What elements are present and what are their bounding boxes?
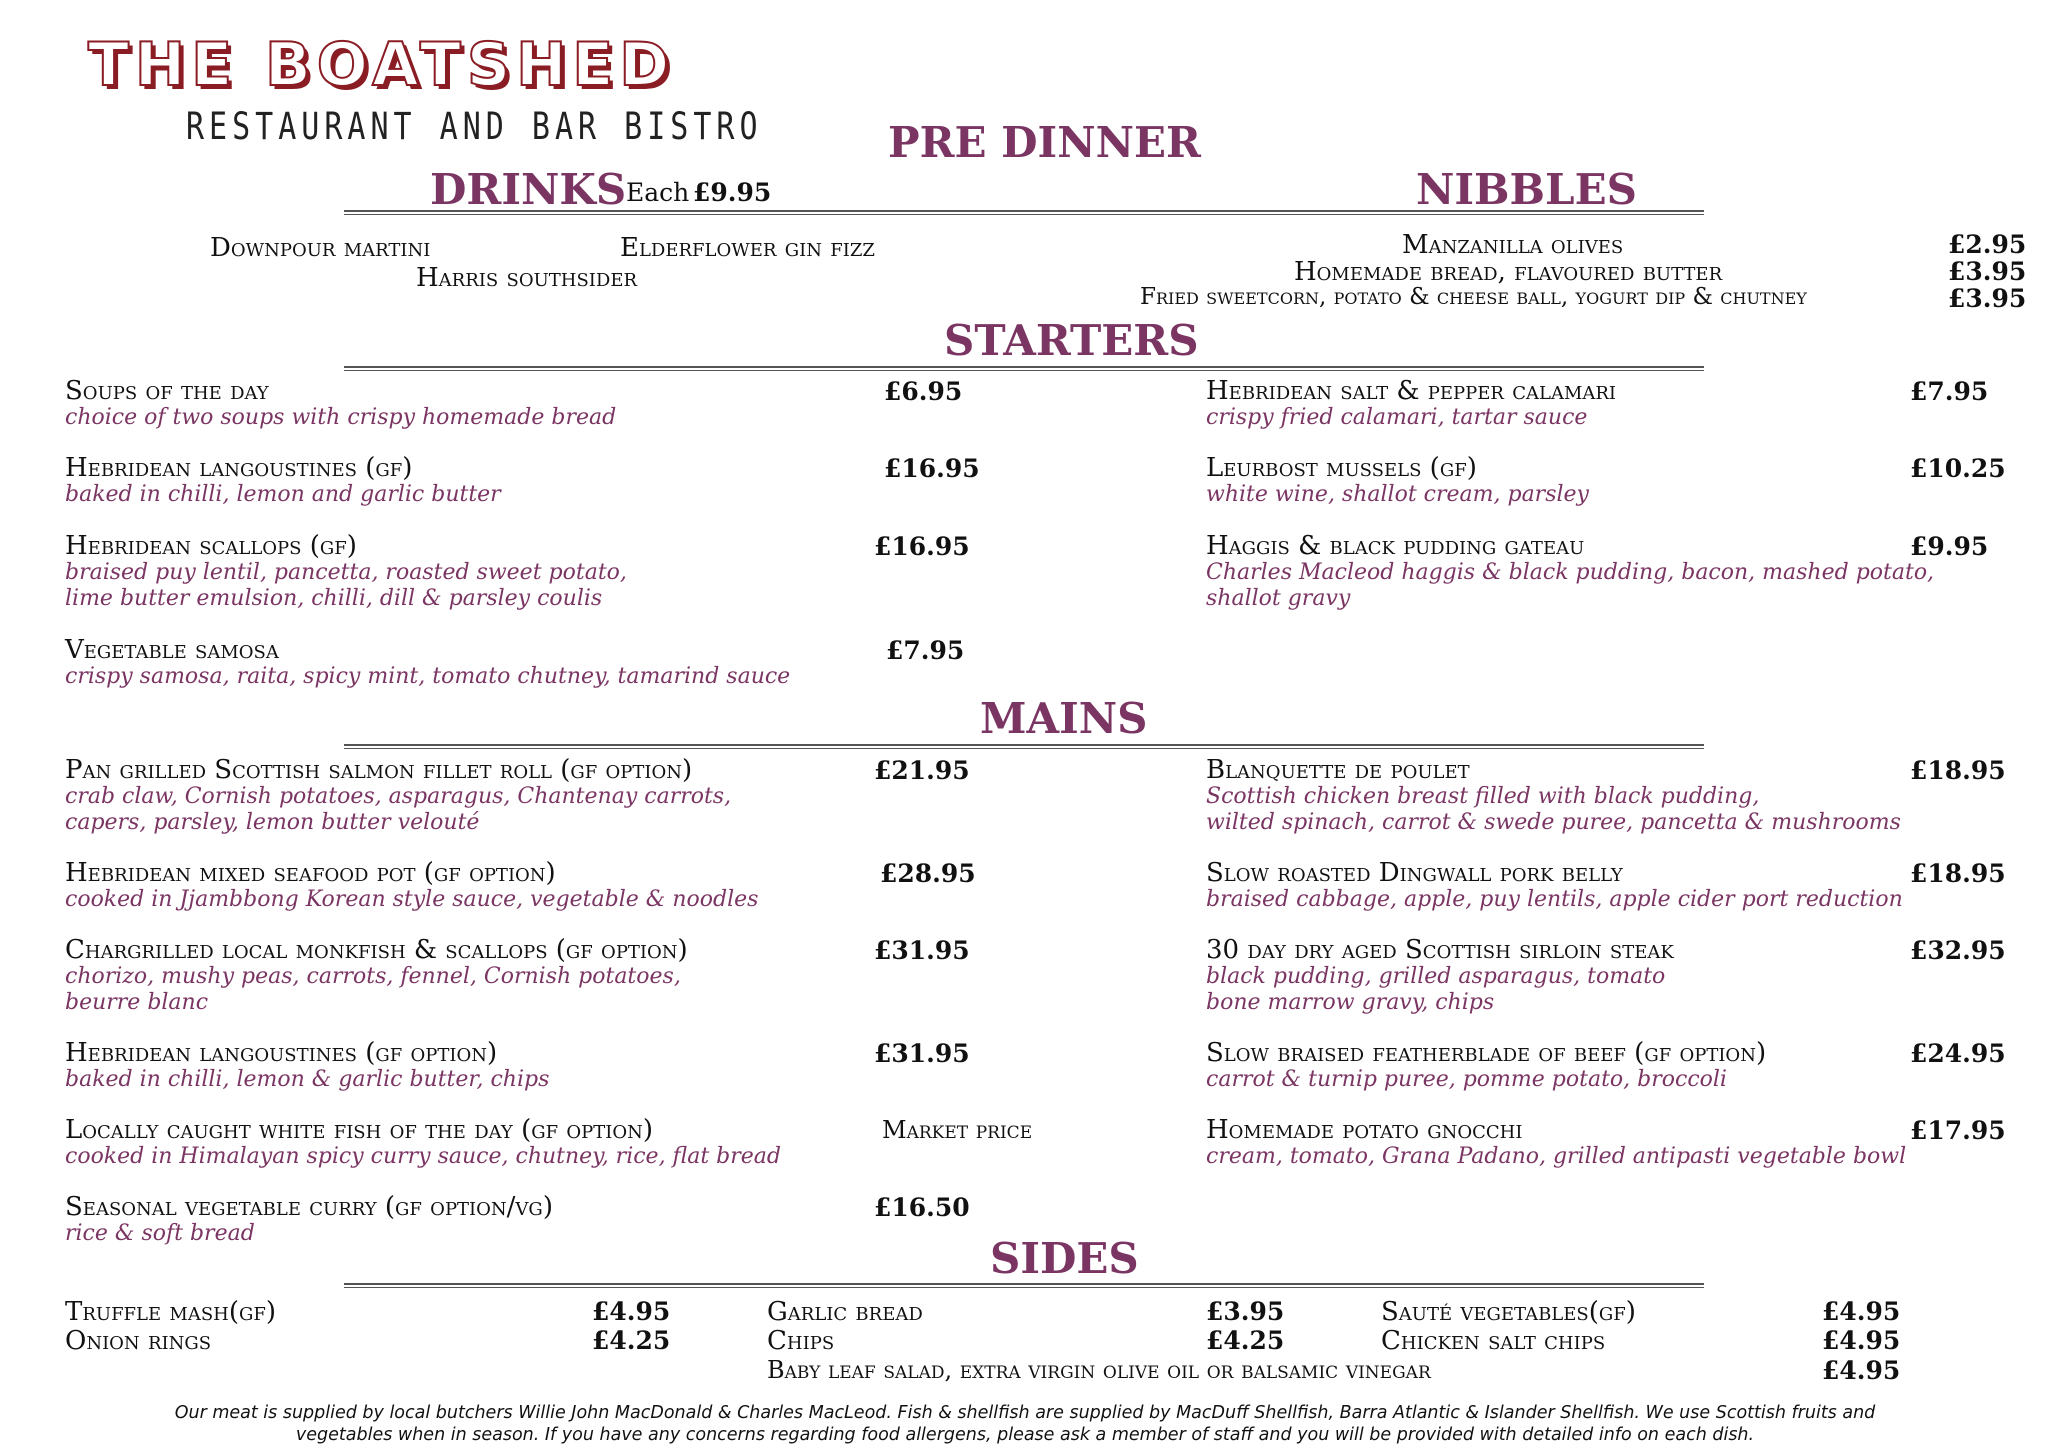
item-price: £16.95 xyxy=(874,532,970,561)
item-name: Locally caught white fish of the day (gf option) xyxy=(65,1115,653,1145)
main-item xyxy=(65,1193,553,1247)
item-description: cream, tomato, Grana Padano, grilled antipasti vegetable bowl xyxy=(1206,1144,1907,1169)
main-item xyxy=(1206,1116,1906,1170)
item-price: £21.95 xyxy=(874,756,970,785)
item-description: chorizo, mushy peas, carrots, fennel, Cornish potatoes, xyxy=(65,964,681,989)
item-description: crispy fried calamari, tartar sauce xyxy=(1206,405,1588,430)
footer-note xyxy=(100,1402,1950,1446)
side-item-price: £4.95 xyxy=(592,1297,671,1326)
main-item xyxy=(1206,756,1901,836)
item-price: £16.50 xyxy=(874,1193,970,1222)
item-description: beurre blanc xyxy=(65,990,209,1015)
drink-item: Elderflower gin fizz xyxy=(620,233,875,263)
item-description: choice of two soups with crispy homemade bread xyxy=(65,405,617,430)
item-price: £32.95 xyxy=(1910,936,2006,965)
item-description: shallot gravy xyxy=(1206,586,1351,611)
side-item-price: £3.95 xyxy=(1206,1297,1285,1326)
item-price: £31.95 xyxy=(874,1039,970,1068)
item-price: £17.95 xyxy=(1910,1116,2006,1145)
starter-item xyxy=(65,532,627,612)
item-price: £6.95 xyxy=(884,377,963,406)
footer-line: vegetables when in season. If you have any concerns regarding food allergens, please ask a member of staff and you will be provided with detailed info on each dish. xyxy=(295,1425,1755,1445)
side-item-name: Truffle mash(gf) xyxy=(65,1297,277,1327)
main-item xyxy=(65,936,688,1016)
side-item-price: £4.95 xyxy=(1822,1326,1901,1355)
item-name: Slow roasted Dingwall pork belly xyxy=(1206,858,1623,888)
starter-item xyxy=(1206,377,1616,431)
main-item xyxy=(65,859,758,913)
item-price: £31.95 xyxy=(874,936,970,965)
item-name: Vegetable samosa xyxy=(65,635,279,665)
item-description: crab claw, Cornish potatoes, asparagus, Chantenay carrots, xyxy=(65,784,732,809)
item-description: baked in chilli, lemon and garlic butter xyxy=(65,482,501,507)
starter-item xyxy=(65,454,501,508)
starter-item xyxy=(1206,454,1589,508)
side-item-name: Onion rings xyxy=(65,1326,212,1356)
starter-item xyxy=(65,377,616,431)
main-item xyxy=(1206,936,1674,1016)
item-description: wilted spinach, carrot & swede puree, pancetta & mushrooms xyxy=(1206,810,1901,835)
item-name: 30 day dry aged Scottish sirloin steak xyxy=(1206,935,1674,965)
side-item-price: £4.95 xyxy=(1822,1297,1901,1326)
drinks-heading: DRINKS xyxy=(430,165,627,214)
side-item-name: Chicken salt chips xyxy=(1381,1326,1606,1356)
item-name: Haggis & black pudding gateau xyxy=(1206,531,1585,561)
drink-item: Downpour martini xyxy=(210,233,431,263)
item-price: £18.95 xyxy=(1910,859,2006,888)
item-name: Pan grilled Scottish salmon fillet roll (gf option) xyxy=(65,755,693,785)
item-name: Seasonal vegetable curry (gf option/vg) xyxy=(65,1192,553,1222)
item-price: £9.95 xyxy=(1910,532,1989,561)
starter-item xyxy=(1206,532,1934,612)
item-price: £28.95 xyxy=(880,859,976,888)
drinks-each-price: £9.95 xyxy=(693,178,772,207)
main-item xyxy=(1206,859,1903,913)
item-description: carrot & turnip puree, pomme potato, broccoli xyxy=(1206,1067,1727,1092)
nibble-item-price: £3.95 xyxy=(1948,257,2027,286)
pre-dinner-divider xyxy=(344,210,1704,215)
item-price: £7.95 xyxy=(886,636,965,665)
item-description: black pudding, grilled asparagus, tomato xyxy=(1206,964,1666,989)
nibble-item-price: £3.95 xyxy=(1948,284,2027,313)
main-item xyxy=(65,1039,549,1093)
item-description: bone marrow gravy, chips xyxy=(1206,990,1495,1015)
item-description: rice & soft bread xyxy=(65,1221,255,1246)
starter-item xyxy=(65,636,790,690)
footer-line: Our meat is supplied by local butchers Willie John MacDonald & Charles MacLeod. Fish & shellfish are supplied by MacDuff Shellfish, Barra Atlantic & Islander Shellfish. We use Scottish fruits and xyxy=(174,1403,1876,1423)
item-name: Hebridean langoustines (gf) xyxy=(65,453,413,483)
item-name: Hebridean scallops (gf) xyxy=(65,531,357,561)
drinks-each-label: Each xyxy=(626,178,690,207)
item-name: Leurbost mussels (gf) xyxy=(1206,453,1477,483)
brand-tagline: RESTAURANT AND BAR BISTRO xyxy=(186,105,763,149)
pre-dinner-title: PRE DINNER xyxy=(888,118,1201,167)
item-description: cooked in Himalayan spicy curry sauce, chutney, rice, flat bread xyxy=(65,1144,781,1169)
nibbles-heading: NIBBLES xyxy=(1416,165,1637,214)
starters-heading: STARTERS xyxy=(944,316,1199,365)
nibble-item-name: Homemade bread, flavoured butter xyxy=(1294,257,1723,287)
drink-item: Harris southsider xyxy=(416,263,638,293)
item-name: Hebridean langoustines (gf option) xyxy=(65,1038,498,1068)
side-item-price: £4.25 xyxy=(592,1326,671,1355)
side-item-name: Sauté vegetables(gf) xyxy=(1381,1297,1636,1327)
item-price: £24.95 xyxy=(1910,1039,2006,1068)
item-price: £10.25 xyxy=(1910,454,2006,483)
main-item xyxy=(65,756,731,836)
item-description: cooked in Jjambbong Korean style sauce, vegetable & noodles xyxy=(65,887,759,912)
main-item xyxy=(65,1116,781,1170)
item-description: braised puy lentil, pancetta, roasted sweet potato, xyxy=(65,560,627,585)
side-item-name: Chips xyxy=(767,1326,835,1356)
item-description: baked in chilli, lemon & garlic butter, chips xyxy=(65,1067,550,1092)
nibble-item-name: Manzanilla olives xyxy=(1402,230,1624,260)
side-item-name: Garlic bread xyxy=(767,1297,923,1327)
item-name: Chargrilled local monkfish & scallops (gf option) xyxy=(65,935,688,965)
sides-divider xyxy=(344,1283,1704,1288)
item-price: £16.95 xyxy=(884,454,980,483)
item-name: Soups of the day xyxy=(65,376,269,406)
item-price: £7.95 xyxy=(1910,377,1989,406)
side-item-name: Baby leaf salad, extra virgin olive oil or balsamic vinegar xyxy=(767,1356,1431,1384)
item-description: white wine, shallot cream, parsley xyxy=(1206,482,1589,507)
nibble-item-name: Fried sweetcorn, potato & cheese ball, yogurt dip & chutney xyxy=(1140,284,1807,310)
item-description: capers, parsley, lemon butter velouté xyxy=(65,810,480,835)
mains-heading: MAINS xyxy=(980,694,1148,743)
item-name: Blanquette de poulet xyxy=(1206,755,1470,785)
item-price: Market price xyxy=(882,1116,1033,1144)
brand-logo: THE BOATSHED xyxy=(88,30,676,100)
item-description: braised cabbage, apple, puy lentils, apple cider port reduction xyxy=(1206,887,1903,912)
item-name: Homemade potato gnocchi xyxy=(1206,1115,1523,1145)
sides-heading: SIDES xyxy=(990,1234,1139,1283)
item-name: Hebridean mixed seafood pot (gf option) xyxy=(65,858,556,888)
item-description: Scottish chicken breast filled with black pudding, xyxy=(1206,784,1760,809)
item-description: Charles Macleod haggis & black pudding, bacon, mashed potato, xyxy=(1206,560,1935,585)
main-item xyxy=(1206,1039,1766,1093)
side-item-price: £4.25 xyxy=(1206,1326,1285,1355)
side-item-price: £4.95 xyxy=(1822,1356,1901,1385)
item-name: Slow braised featherblade of beef (gf option) xyxy=(1206,1038,1767,1068)
item-price: £18.95 xyxy=(1910,756,2006,785)
item-name: Hebridean salt & pepper calamari xyxy=(1206,376,1617,406)
mains-divider xyxy=(344,744,1704,749)
item-description: lime butter emulsion, chilli, dill & parsley coulis xyxy=(65,586,603,611)
nibble-item-price: £2.95 xyxy=(1948,230,2027,259)
item-description: crispy samosa, raita, spicy mint, tomato chutney, tamarind sauce xyxy=(65,664,791,689)
starters-divider xyxy=(344,366,1704,371)
